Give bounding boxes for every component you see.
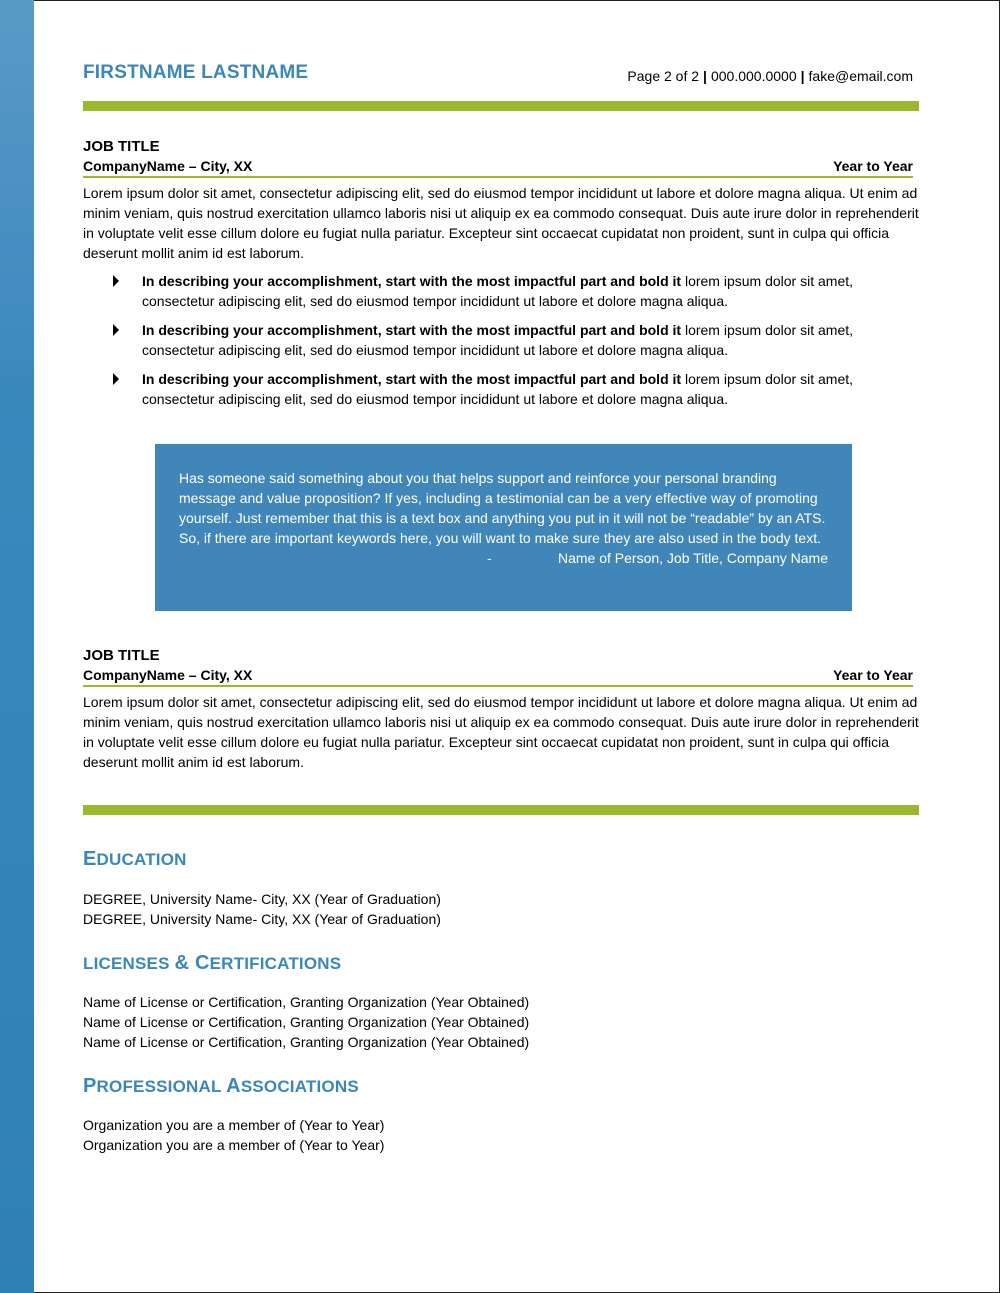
bullet-arrow-icon [113,324,119,336]
page-number: Page 2 of 2 [627,68,700,84]
accomplishment-text: lorem ipsum dolor sit amet, consectetur adipiscing elit, sed do eiusmod tempor incididunt ut labore et dolore magna aliqua. [142,322,854,358]
accomplishment-item [83,369,920,409]
section-divider [83,805,919,815]
accomplishment-bold: In describing your accomplishment, start with the most impactful part and bold it [142,371,682,387]
job-description: Lorem ipsum dolor sit amet, consectetur adipiscing elit, sed do eiusmod tempor incididunt ut labore et dolore magna aliqua. Ut enim ad minim veniam, quis nostrud exercitation ullamco laboris nisi ut aliquip ex ea commodo consequat. Duis aute irure dolor in reprehenderit in voluptate velit esse cillum dolore eu fugiat nulla pariatur. Excepteur sint occaecat cupidatat non proident, sunt in culpa qui officia deserunt mollit anim id est laborum. [83,694,919,770]
accomplishment-text: lorem ipsum dolor sit amet, consectetur adipiscing elit, sed do eiusmod tempor incididunt ut labore et dolore magna aliqua. [142,371,854,407]
separator: | [800,68,805,84]
education-entry: DEGREE, University Name- City, XX (Year of Graduation) [83,911,441,927]
job-entry [83,137,919,418]
association-entry: Organization you are a member of (Year to Year) [83,1137,385,1153]
education-heading: EDUCATION [83,848,187,870]
job-title: JOB TITLE [83,647,160,664]
left-accent-bar [0,0,34,1293]
license-entry: Name of License or Certification, Granting Organization (Year Obtained) [83,994,530,1010]
page-header [83,60,919,92]
testimonial-box [155,444,852,611]
associations-heading: PROFESSIONAL ASSOCIATIONS [83,1075,359,1097]
job-years: Year to Year [833,158,913,174]
separator: | [703,68,707,84]
accomplishment-item [83,320,920,360]
company-row [83,665,913,687]
bullet-arrow-icon [113,275,119,287]
job-entry [83,646,919,772]
accomplishment-item [83,271,920,311]
licenses-heading: LICENSES & CERTIFICATIONS [83,952,342,974]
education-list [83,889,441,929]
associations-list [83,1115,384,1155]
contact-line [627,68,913,84]
license-entry: Name of License or Certification, Granting Organization (Year Obtained) [83,1034,530,1050]
testimonial-text: Has someone said something about you that helps support and reinforce your personal branding message and value proposition? If yes, including a testimonial can be a very effective way of promoting yourself. Just remember that this is a text box and anything you put in it will not be “readable” by an ATS. So, if there are important keywords here, you will want to make sure they are also used in the body text. [179,470,826,546]
association-entry: Organization you are a member of (Year to Year) [83,1117,385,1133]
accomplishment-list [83,271,913,409]
job-description: Lorem ipsum dolor sit amet, consectetur adipiscing elit, sed do eiusmod tempor incididunt ut labore et dolore magna aliqua. Ut enim ad minim veniam, quis nostrud exercitation ullamco laboris nisi ut aliquip ex ea commodo consequat. Duis aute irure dolor in reprehenderit in voluptate velit esse cillum dolore eu fugiat nulla pariatur. Excepteur sint occaecat cupidatat non proident, sunt in culpa qui officia deserunt mollit anim id est laborum. [83,185,919,261]
email-address: fake@email.com [808,68,913,84]
job-title: JOB TITLE [83,138,160,155]
testimonial-attribution-row [179,548,828,568]
license-entry: Name of License or Certification, Granting Organization (Year Obtained) [83,1014,530,1030]
header-divider [83,101,919,111]
education-entry: DEGREE, University Name- City, XX (Year of Graduation) [83,891,441,907]
testimonial-attribution: Name of Person, Job Title, Company Name [557,550,828,566]
company-row [83,156,913,178]
attribution-dash: - [487,550,492,566]
company-name: CompanyName – City, XX [83,158,253,174]
bullet-arrow-icon [113,373,119,385]
licenses-list [83,992,529,1052]
phone-number: 000.000.0000 [710,68,797,84]
accomplishment-bold: In describing your accomplishment, start with the most impactful part and bold it [142,273,682,289]
company-name: CompanyName – City, XX [83,667,253,683]
accomplishment-bold: In describing your accomplishment, start with the most impactful part and bold it [142,322,682,338]
accomplishment-text: lorem ipsum dolor sit amet, consectetur adipiscing elit, sed do eiusmod tempor incididunt ut labore et dolore magna aliqua. [142,273,854,309]
candidate-name: FIRSTNAME LASTNAME [83,62,309,83]
job-years: Year to Year [833,667,913,683]
